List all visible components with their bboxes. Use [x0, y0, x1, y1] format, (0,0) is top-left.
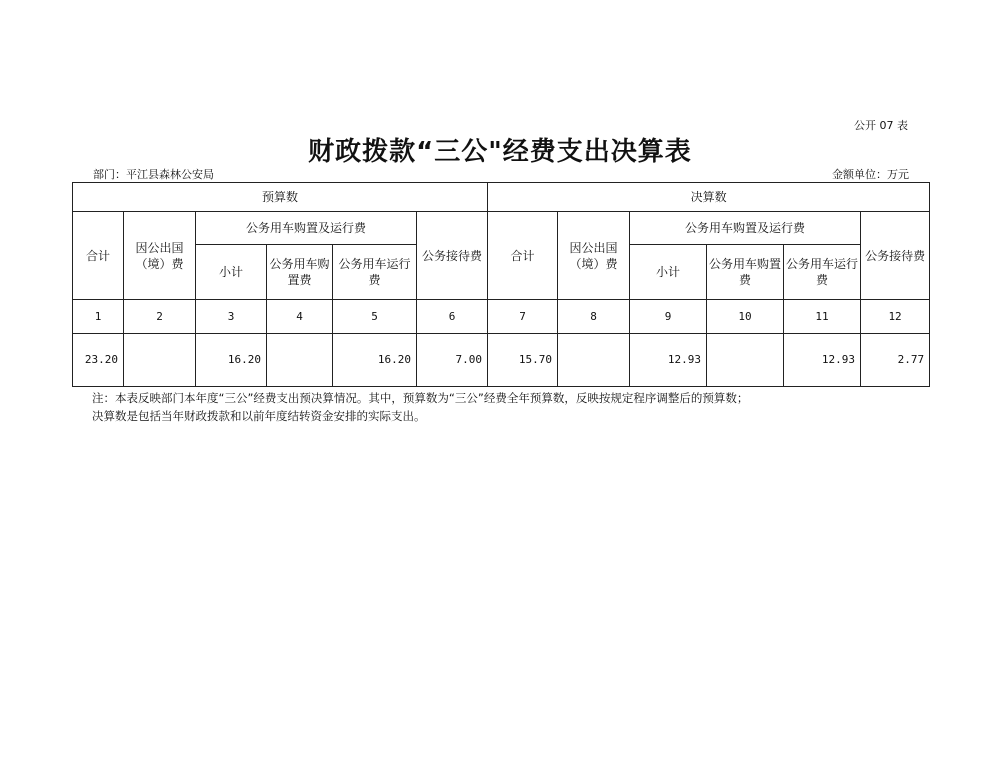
column-number: 11 [784, 300, 861, 334]
column-number: 4 [267, 300, 333, 334]
group-header-row [73, 183, 930, 212]
budget-purchase-header: 公务用车购置费 [267, 245, 333, 300]
budget-reception-value: 7.00 [417, 334, 488, 387]
budget-abroad-value [124, 334, 196, 387]
column-number: 3 [196, 300, 267, 334]
budget-total-header: 合计 [73, 212, 124, 300]
note-line: 注：本表反映部门本年度“三公”经费支出预决算情况。其中，预算数为“三公”经费全年预算数，反映按规定程序调整后的预算数； [92, 391, 749, 405]
form-number: 公开 07 表 [854, 119, 908, 132]
budget-vehicle-header: 公务用车购置及运行费 [196, 212, 417, 245]
actual-abroad-header: 因公出国（境）费 [558, 212, 630, 300]
column-number: 6 [417, 300, 488, 334]
column-number: 12 [861, 300, 930, 334]
actual-purchase-header: 公务用车购置费 [707, 245, 784, 300]
note-line: 决算数是包括当年财政拨款和以前年度结转资金安排的实际支出。 [92, 409, 426, 423]
column-number: 2 [124, 300, 196, 334]
department-label: 部门：平江县森林公安局 [93, 168, 214, 181]
actual-abroad-value [558, 334, 630, 387]
actual-reception-value: 2.77 [861, 334, 930, 387]
budget-subtotal-header: 小计 [196, 245, 267, 300]
column-number: 10 [707, 300, 784, 334]
budget-subtotal-value: 16.20 [196, 334, 267, 387]
column-number: 5 [333, 300, 417, 334]
expenditure-table [72, 182, 930, 387]
column-number: 7 [488, 300, 558, 334]
actual-group-header: 决算数 [488, 183, 930, 212]
actual-subtotal-value: 12.93 [630, 334, 707, 387]
budget-reception-header: 公务接待费 [417, 212, 488, 300]
budget-total-value: 23.20 [73, 334, 124, 387]
actual-total-value: 15.70 [488, 334, 558, 387]
column-header-row [73, 212, 930, 245]
page-title: 财政拨款“三公"经费支出决算表 [308, 137, 692, 167]
actual-reception-header: 公务接待费 [861, 212, 930, 300]
table-notes [92, 389, 922, 425]
column-number: 1 [73, 300, 124, 334]
actual-vehicle-header: 公务用车购置及运行费 [630, 212, 861, 245]
unit-label: 金额单位：万元 [832, 168, 909, 181]
actual-total-header: 合计 [488, 212, 558, 300]
actual-subtotal-header: 小计 [630, 245, 707, 300]
column-number: 8 [558, 300, 630, 334]
actual-operation-header: 公务用车运行费 [784, 245, 861, 300]
budget-operation-header: 公务用车运行费 [333, 245, 417, 300]
actual-purchase-value [707, 334, 784, 387]
budget-group-header: 预算数 [73, 183, 488, 212]
actual-operation-value: 12.93 [784, 334, 861, 387]
value-row [73, 334, 930, 387]
budget-purchase-value [267, 334, 333, 387]
budget-abroad-header: 因公出国（境）费 [124, 212, 196, 300]
budget-operation-value: 16.20 [333, 334, 417, 387]
column-number-row [73, 300, 930, 334]
column-number: 9 [630, 300, 707, 334]
